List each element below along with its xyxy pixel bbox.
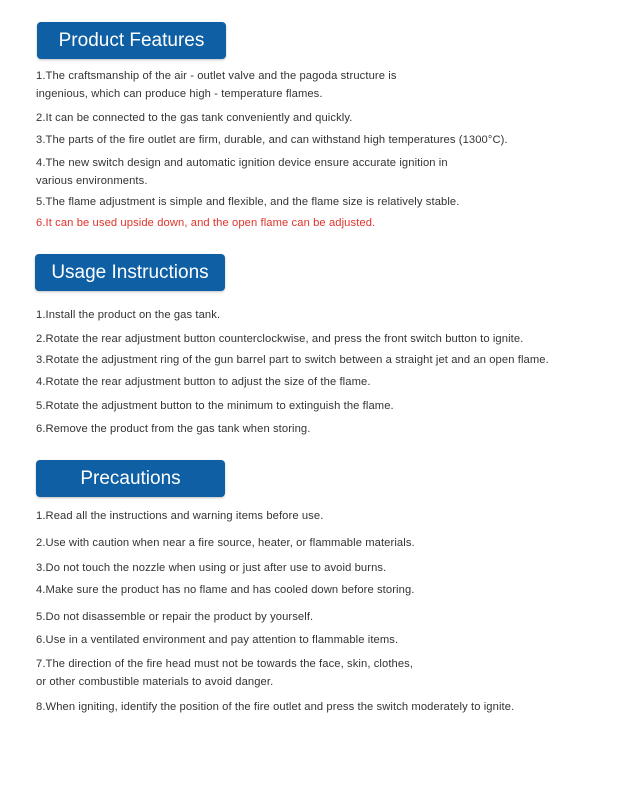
feature-line: ingenious, which can produce high - temperature flames. xyxy=(36,88,323,100)
precaution-line: 1.Read all the instructions and warning items before use. xyxy=(36,510,324,522)
feature-line-highlight: 6.It can be used upside down, and the open flame can be adjusted. xyxy=(36,217,376,229)
feature-line: 3.The parts of the fire outlet are firm, durable, and can withstand high temperatures (1300°C). xyxy=(36,134,508,146)
precaution-line: 4.Make sure the product has no flame and has cooled down before storing. xyxy=(36,584,415,596)
precaution-line: 6.Use in a ventilated environment and pay attention to flammable items. xyxy=(36,634,399,646)
usage-line: 5.Rotate the adjustment button to the minimum to extinguish the flame. xyxy=(36,400,394,412)
usage-line: 6.Remove the product from the gas tank when storing. xyxy=(36,423,311,435)
precautions-heading: Precautions xyxy=(36,460,225,497)
usage-line: 1.Install the product on the gas tank. xyxy=(36,309,221,321)
product-features-heading: Product Features xyxy=(37,22,226,59)
usage-instructions-heading: Usage Instructions xyxy=(35,254,225,291)
feature-line: 4.The new switch design and automatic ignition device ensure accurate ignition in xyxy=(36,157,448,169)
precaution-line: 3.Do not touch the nozzle when using or just after use to avoid burns. xyxy=(36,562,387,574)
precaution-line: 8.When igniting, identify the position of the fire outlet and press the switch moderately to ignite. xyxy=(36,701,515,713)
precaution-line: 7.The direction of the fire head must not be towards the face, skin, clothes, xyxy=(36,658,414,670)
usage-line: 2.Rotate the rear adjustment button counterclockwise, and press the front switch button to ignite. xyxy=(36,333,524,345)
feature-line: 1.The craftsmanship of the air - outlet valve and the pagoda structure is xyxy=(36,70,397,82)
precaution-line: 5.Do not disassemble or repair the product by yourself. xyxy=(36,611,314,623)
precaution-line: or other combustible materials to avoid danger. xyxy=(36,676,274,688)
feature-line: various environments. xyxy=(36,175,148,187)
feature-line: 5.The flame adjustment is simple and flexible, and the flame size is relatively stable. xyxy=(36,196,460,208)
usage-line: 3.Rotate the adjustment ring of the gun barrel part to switch between a straight jet and an open flame. xyxy=(36,354,549,366)
feature-line: 2.It can be connected to the gas tank conveniently and quickly. xyxy=(36,112,353,124)
usage-line: 4.Rotate the rear adjustment button to adjust the size of the flame. xyxy=(36,376,371,388)
precaution-line: 2.Use with caution when near a fire source, heater, or flammable materials. xyxy=(36,537,415,549)
